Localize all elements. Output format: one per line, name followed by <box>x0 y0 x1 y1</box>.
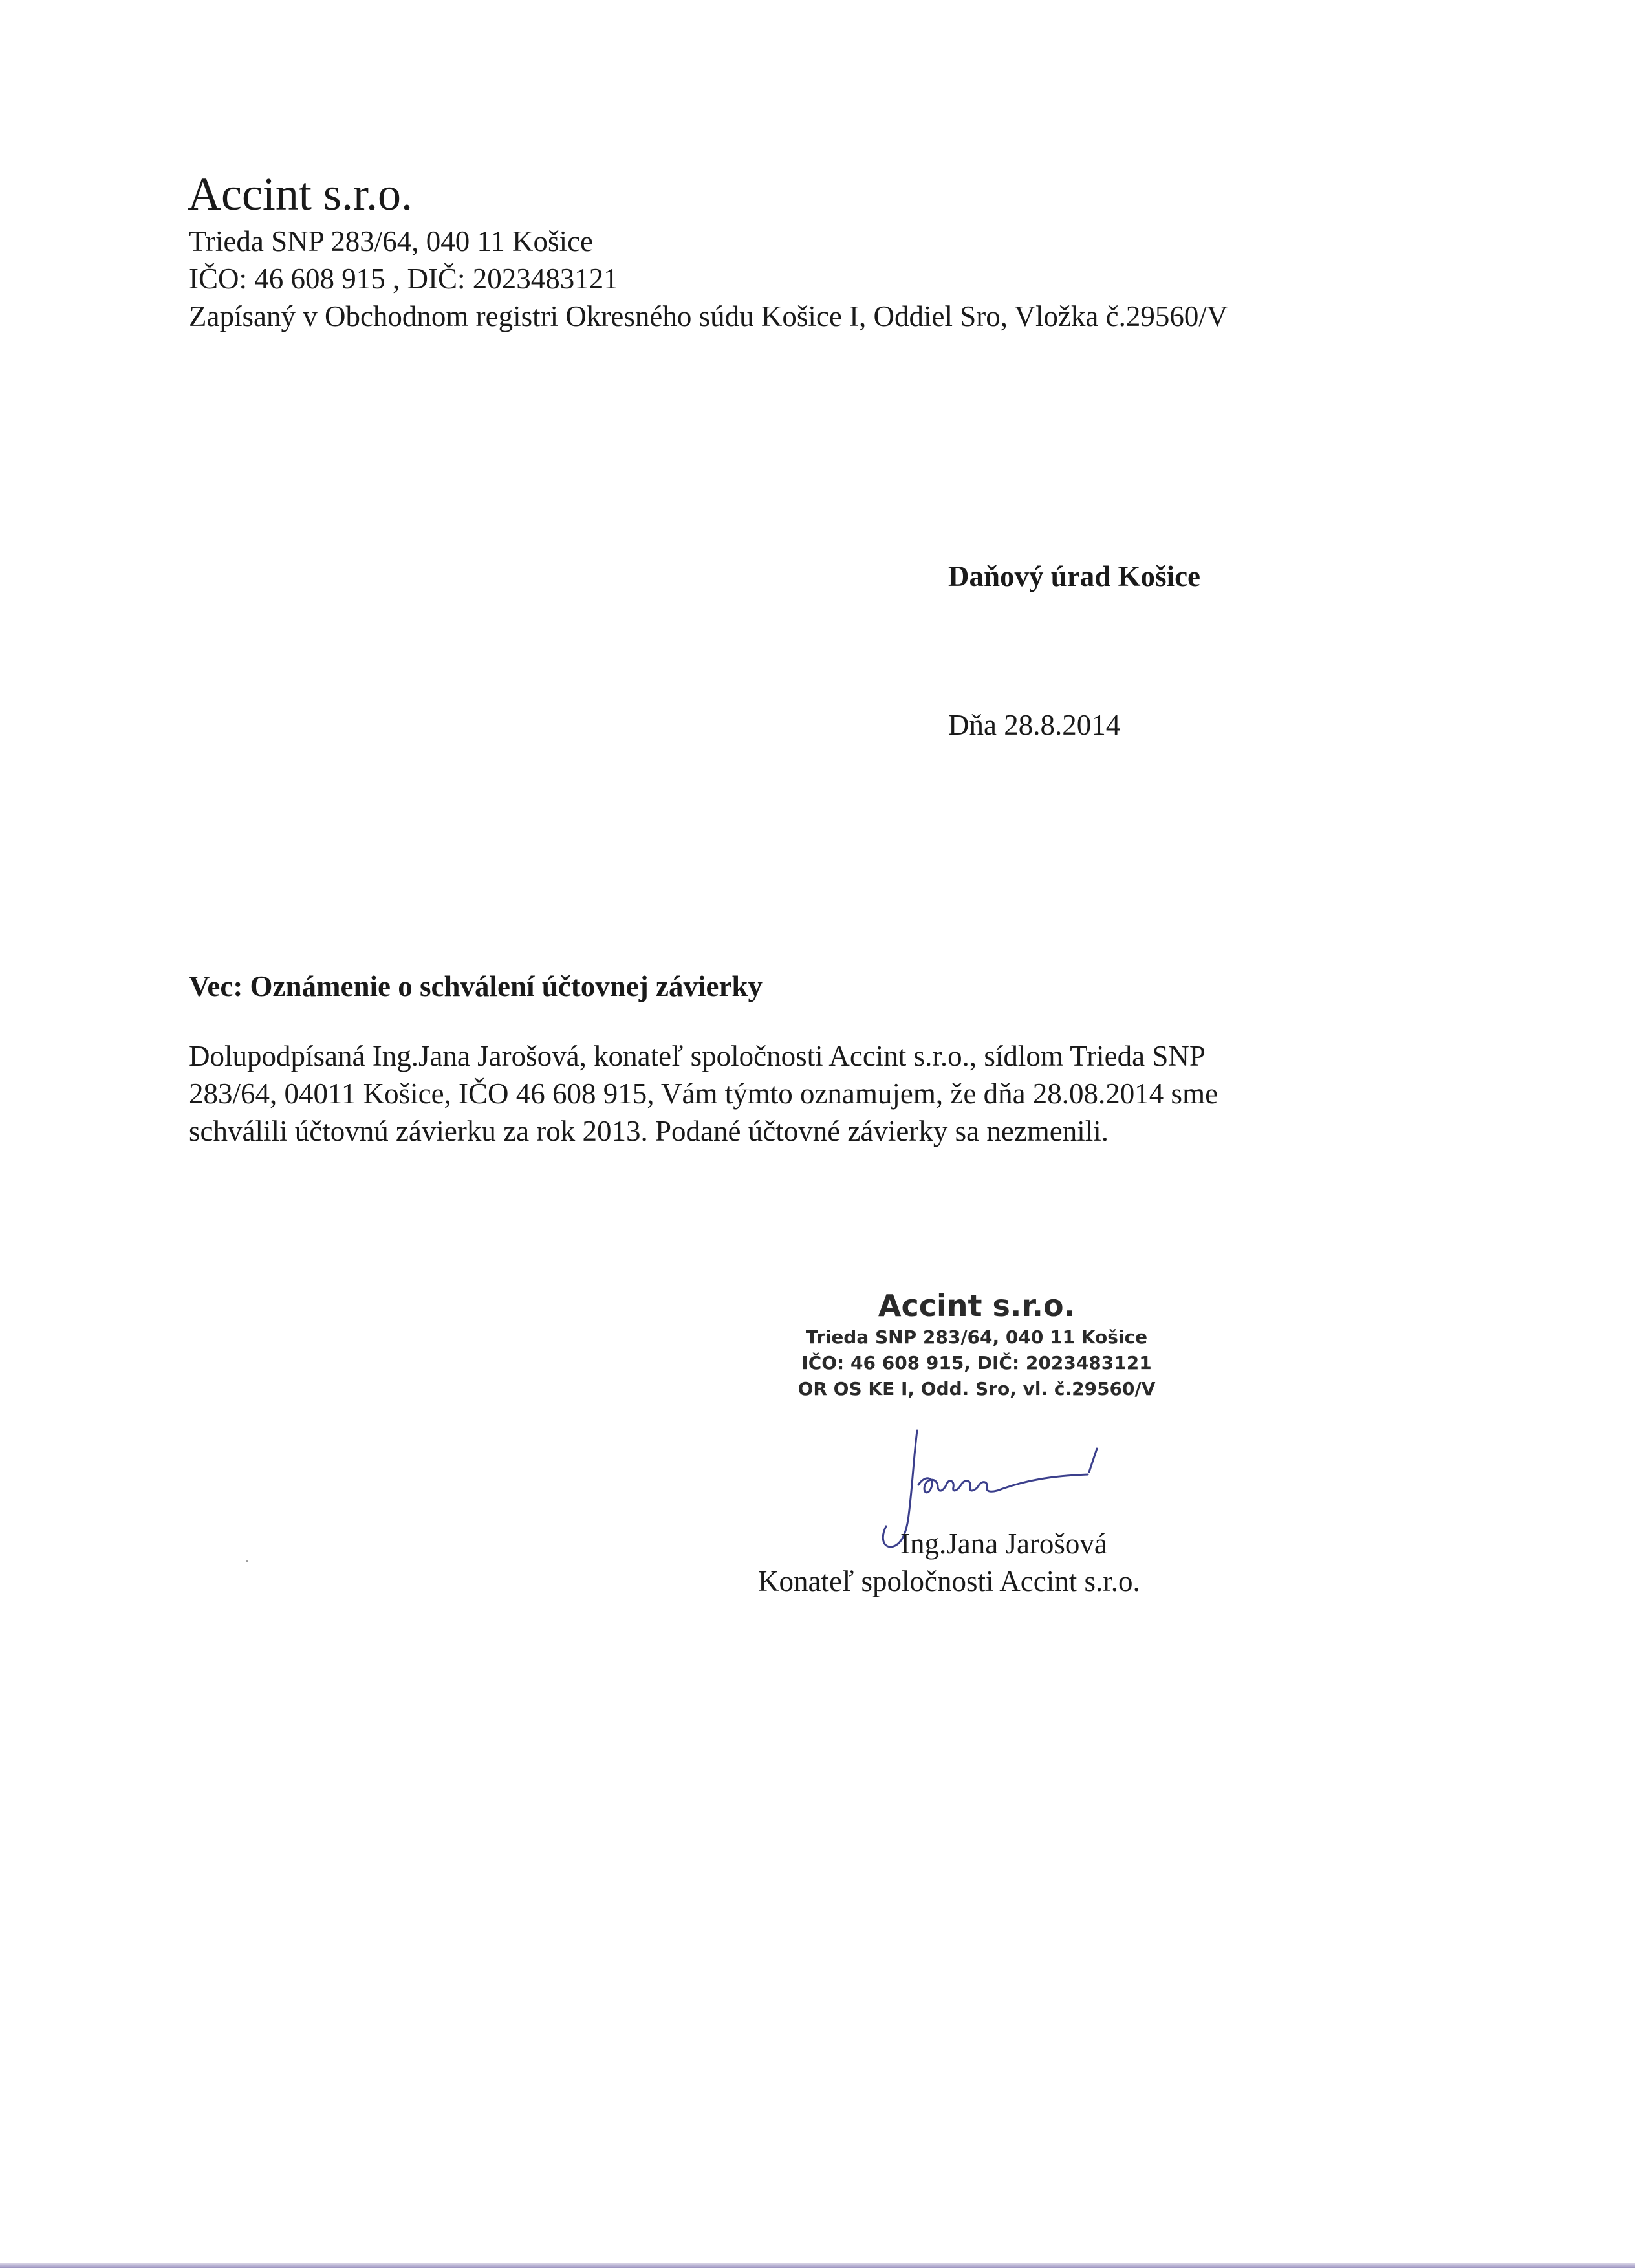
scan-speck <box>246 1560 248 1562</box>
scan-bottom-edge <box>0 2263 1635 2268</box>
stamp-ids: IČO: 46 608 915, DIČ: 2023483121 <box>801 1352 1152 1374</box>
recipient: Daňový úrad Košice <box>948 560 1201 592</box>
company-address: Trieda SNP 283/64, 040 11 Košice <box>189 225 594 257</box>
body-line-1: Dolupodpísaná Ing.Jana Jarošová, konateľ spoločnosti Accint s.r.o., sídlom Trieda SNP <box>189 1040 1206 1072</box>
stamp-company-name: Accint s.r.o. <box>878 1288 1076 1323</box>
company-ids: IČO: 46 608 915 , DIČ: 2023483121 <box>189 263 618 295</box>
body-line-3: schválili účtovnú závierku za rok 2013. Podané účtovné závierky sa nezmenili. <box>189 1115 1109 1147</box>
stamp-registry: OR OS KE I, Odd. Sro, vl. č.29560/V <box>797 1378 1156 1399</box>
signatory-name: Ing.Jana Jarošová <box>900 1528 1107 1560</box>
signatory-role: Konateľ spoločnosti Accint s.r.o. <box>758 1565 1140 1597</box>
body-line-2: 283/64, 04011 Košice, IČO 46 608 915, Vám týmto oznamujem, že dňa 28.08.2014 sme <box>189 1077 1218 1110</box>
company-registry: Zapísaný v Obchodnom registri Okresného súdu Košice I, Oddiel Sro, Vložka č.29560/V <box>189 300 1228 332</box>
stamp-address: Trieda SNP 283/64, 040 11 Košice <box>805 1326 1148 1348</box>
letter-date: Dňa 28.8.2014 <box>948 709 1121 741</box>
company-stamp <box>776 1287 1177 1402</box>
company-name: Accint s.r.o. <box>188 168 413 220</box>
subject-line: Vec: Oznámenie o schválení účtovnej závierky <box>189 970 763 1002</box>
